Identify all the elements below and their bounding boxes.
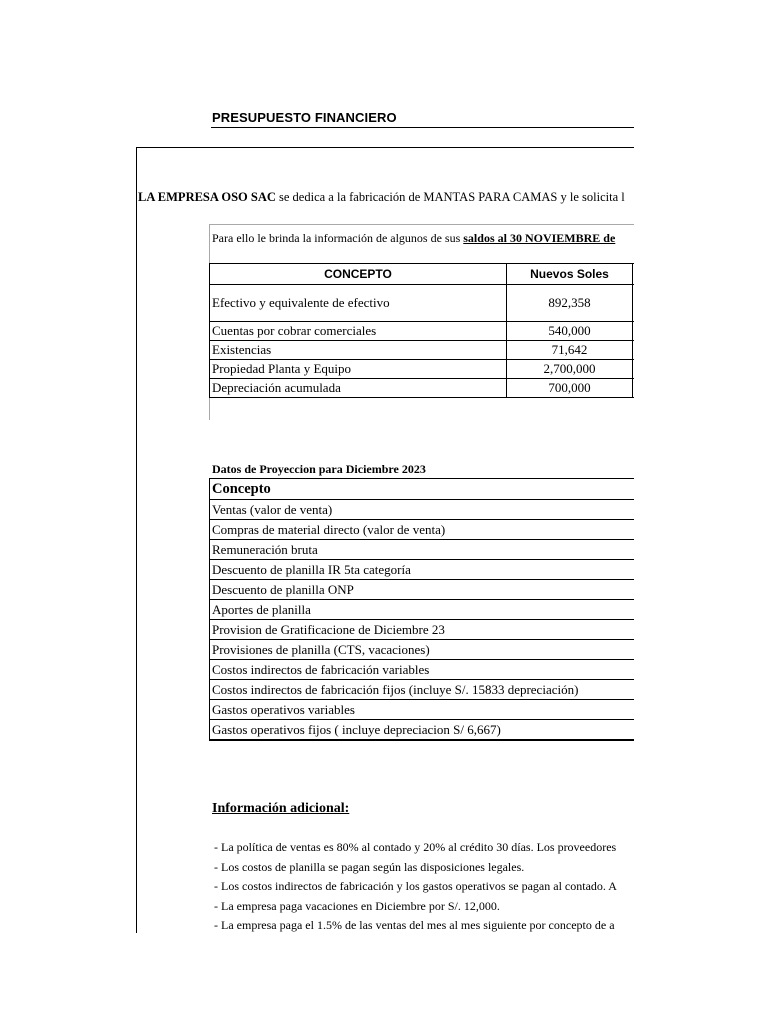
table-row [210, 285, 635, 322]
row-concept: Existencias [210, 341, 507, 360]
table-row [210, 500, 635, 520]
table-row [210, 700, 635, 720]
row-concept: Compras de material directo (valor de venta) [210, 520, 635, 540]
info-line: - La empresa paga vacaciones en Diciembre por S/. 12,000. [214, 899, 500, 913]
column-header-nuevos-soles: Nuevos Soles [507, 264, 633, 285]
row-value: 2,700,000 [507, 360, 633, 379]
row-concept: Depreciación acumulada [210, 379, 507, 398]
balances-table [209, 263, 634, 398]
table-row [210, 322, 635, 341]
row-concept: Gastos operativos fijos ( incluye depreciacion S/ 6,667) [210, 720, 635, 741]
table-row [210, 520, 635, 540]
info-line: - La empresa paga el 1.5% de las ventas del mes al mes siguiente por concepto de a [214, 918, 615, 932]
row-concept: Costos indirectos de fabricación variables [210, 660, 635, 680]
table-row [210, 620, 635, 640]
row-concept: Cuentas por cobrar comerciales [210, 322, 507, 341]
row-value: 892,358 [507, 285, 633, 322]
row-concept: Descuento de planilla ONP [210, 580, 635, 600]
balances-note-text: Para ello le brinda la información de algunos de sus [212, 231, 464, 245]
company-name: LA EMPRESA OSO SAC [138, 190, 276, 204]
row-value: 71,642 [507, 341, 633, 360]
row-concept: Propiedad Planta y Equipo [210, 360, 507, 379]
projection-heading: Datos de Proyeccion para Diciembre 2023 [212, 462, 426, 476]
column-header-empty [633, 264, 635, 285]
row-concept: Aportes de planilla [210, 600, 635, 620]
intro-paragraph [138, 190, 634, 205]
table-row [210, 580, 635, 600]
info-line: - La política de ventas es 80% al contado y 20% al crédito 30 días. Los proveedores [214, 840, 617, 854]
table-row [210, 660, 635, 680]
row-concept: Remuneración bruta [210, 540, 635, 560]
row-concept: Gastos operativos variables [210, 700, 635, 720]
table-header-row [210, 479, 635, 500]
table-row [210, 360, 635, 379]
row-concept: Provisiones de planilla (CTS, vacaciones) [210, 640, 635, 660]
row-value: 540,000 [507, 322, 633, 341]
title-underline [211, 127, 634, 128]
table-row [210, 680, 635, 700]
row-concept: Costos indirectos de fabricación fijos (incluye S/. 15833 depreciación) [210, 680, 635, 700]
balances-section [209, 224, 634, 420]
table-row [210, 341, 635, 360]
column-header-concepto: Concepto [210, 479, 635, 500]
frame-top-border [136, 147, 634, 148]
balances-note [212, 231, 615, 246]
table-header-row [210, 264, 635, 285]
info-line: - Los costos de planilla se pagan según las disposiciones legales. [214, 860, 525, 874]
row-concept: Efectivo y equivalente de efectivo [210, 285, 507, 322]
info-line: - Los costos indirectos de fabricación y los gastos operativos se pagan al contado. A [214, 879, 617, 893]
table-row [210, 560, 635, 580]
additional-info-heading: Información adicional: [212, 801, 350, 816]
table-row [210, 720, 635, 741]
row-value: 700,000 [507, 379, 633, 398]
row-concept: Provision de Gratificacione de Diciembre 23 [210, 620, 635, 640]
projection-section [209, 478, 634, 746]
page-title: PRESUPUESTO FINANCIERO [212, 110, 397, 125]
table-row [210, 379, 635, 398]
table-row [210, 540, 635, 560]
row-concept: Descuento de planilla IR 5ta categoría [210, 560, 635, 580]
column-header-concepto: CONCEPTO [210, 264, 507, 285]
table-row [210, 600, 635, 620]
intro-text: se dedica a la fabricación de MANTAS PARA CAMAS y le solicita l [275, 190, 625, 204]
balances-note-date: saldos al 30 NOVIEMBRE de [463, 231, 616, 245]
frame-left-border [136, 147, 137, 933]
row-concept: Ventas (valor de venta) [210, 500, 635, 520]
projection-table [209, 478, 634, 741]
table-row [210, 640, 635, 660]
